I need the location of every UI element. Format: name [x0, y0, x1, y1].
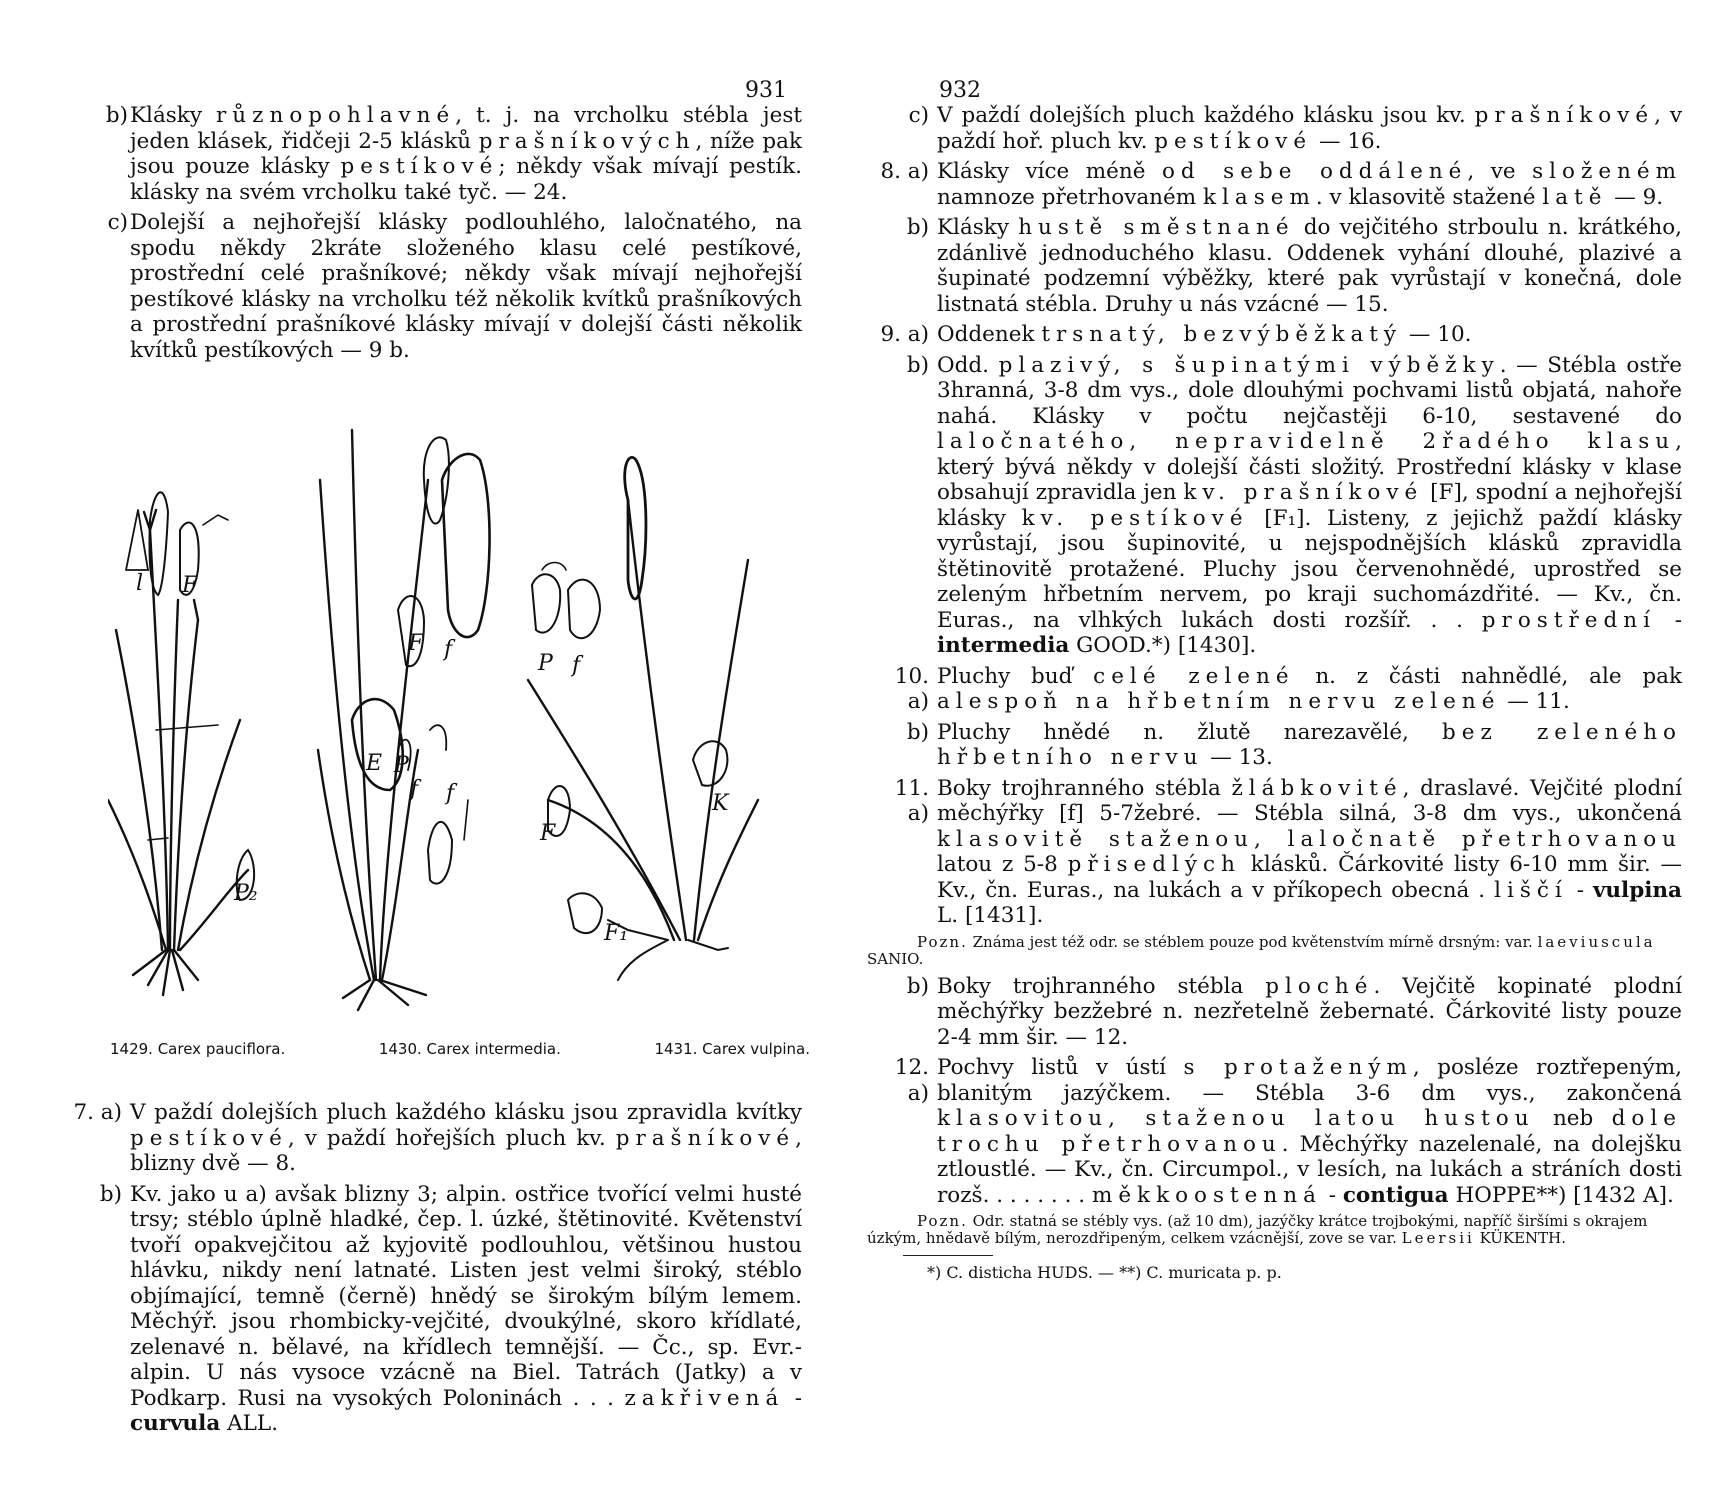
entry-label: 12. a)	[894, 1055, 929, 1106]
entry-label: b)	[99, 1181, 122, 1207]
text: Odd.	[937, 352, 999, 378]
spaced-text: prašníkové	[615, 1125, 796, 1151]
text: Boky trojhranného stébla	[937, 973, 1266, 999]
text: [F], spodní a nejhořejší klásky	[937, 480, 1683, 531]
spaced-text: prašníkových	[478, 128, 696, 154]
text: , níže pak jsou pouze klásky	[130, 128, 803, 179]
entry-label: 9. a)	[880, 322, 929, 347]
figure-letter: f	[446, 781, 455, 806]
text: , který bývá někdy v dolejší části složitý. Prostřední klásky v klase obsahují zpravidla jen	[937, 429, 1682, 505]
text: Pluchy buď	[937, 663, 1094, 689]
botanical-illustration	[108, 420, 798, 1060]
figure-captions	[110, 1040, 810, 1058]
spaced-text: žlábkovité	[1231, 775, 1403, 801]
text: -	[1567, 877, 1593, 903]
key-entry-7c	[867, 103, 1682, 154]
note-11	[867, 934, 1682, 968]
figure-letter: f	[444, 637, 453, 662]
text: . Vejčitě kopinaté plodní měchýřky bezžebré n. nezřetelně žebernaté. Čárkovité listy pouze 2-4 mm šir. — 12.	[937, 973, 1682, 1050]
text: Odr. statná se stébly vys. (až 10 dm), jazýčky krátce trojbokými, napříč širšími s okrajem úzkým, hnědavě bílým, nerozdřipeným, celkem vzácnější, zove se var.	[867, 1212, 1648, 1247]
text: V paždí dolejších pluch každého klásku jsou zpravidla kvítky	[130, 1100, 802, 1125]
spaced-text: prašníkové	[1474, 103, 1655, 128]
text: GOOD.*) [1430].	[1069, 633, 1257, 658]
figure-caption-1429: 1429. Carex pauciflora.	[110, 1040, 286, 1058]
figure-letter: f	[572, 653, 581, 678]
entry-label: b)	[906, 215, 929, 240]
text: Klásky více méně	[937, 159, 1162, 184]
text: Boky trojhranného stébla	[937, 775, 1232, 801]
key-entry-7b	[60, 1182, 802, 1437]
carex-pauciflora-drawing	[108, 510, 248, 995]
text: latou z 5-8	[937, 852, 1068, 877]
spaced-text: Leersii	[1401, 1229, 1475, 1247]
spaced-text: latě	[1542, 184, 1608, 210]
right-text	[867, 103, 1682, 1286]
spaced-text: přisedlých	[1067, 852, 1241, 877]
entry-label: c)	[908, 103, 929, 128]
text: — 10.	[1402, 322, 1472, 347]
spaced-text: složeném	[1532, 159, 1683, 184]
text: . v klasovitě stažené	[1315, 184, 1543, 210]
spaced-text: kv. prašníkové	[1183, 480, 1424, 505]
figure-letters	[136, 571, 730, 946]
figure-letter: F	[408, 631, 424, 656]
spaced-text: pestíkové	[340, 154, 499, 179]
entry-label: b)	[105, 103, 128, 128]
text: ALL.	[220, 1411, 279, 1436]
spaced-text: laločnatého, nepravidelně 2řadého klasu	[937, 429, 1676, 454]
figure-letter: F₁	[604, 921, 629, 946]
text: n. z části nahnědlé, ale pak	[1294, 663, 1682, 689]
key-entry-7a	[60, 1100, 802, 1177]
spaced-text: dole trochu přetrhovanou	[937, 1106, 1682, 1157]
spaced-text: alespoň na hřbetním nervu zelené	[937, 689, 1501, 714]
figure-letter: P	[538, 651, 553, 676]
entry-text: Dolejší a nejhořejší klásky podlouhlého, laločnatého, na spodu někdy 2kráte složeného klasu celé pestíkové, prostřední celé prašníkové; někdy však mívají nejhořejší pestíkové klásky na vrcholku též několik kvítků prašníkových a prostřední prašníkové klásky mívají v dolejší části několik kvítků pestíkových — 9 b.	[130, 210, 802, 363]
spaced-text: ploché	[1265, 973, 1374, 999]
text: namnoze přetrhovaném	[937, 184, 1203, 210]
spaced-text: hustě směstnané	[1018, 215, 1295, 240]
text: . — Stébla ostře 3hranná, 3-8 dm vys., dole dlouhými pochvami listů objatá, nahoře nahá. Klásky v počtu nejčastěji 6-10, sestavené do	[937, 352, 1682, 429]
text: ; někdy však mívají pestík. klásky na svém vrcholku také tyč. — 24.	[130, 154, 802, 205]
figure-letter: K	[712, 791, 729, 816]
spaced-text: liščí	[1494, 877, 1568, 903]
spaced-text: trsnatý, bezvýběžkatý	[1041, 322, 1403, 347]
entry-label: b)	[906, 352, 929, 378]
page-number-left: 931	[745, 78, 787, 103]
right-page	[867, 0, 1734, 1501]
footnote-rule	[903, 1255, 993, 1256]
text: Kv. jako u a) avšak blizny 3; alpin. ostřice tvořící velmi husté trsy; stéblo úplně hladké, čep. l. úzké, štětinovité. Květenství tvoří opakvejčitou až kyjovitě podlouhlou, většinou hustou hlávku, nikdy není latnaté. Listen jest velmi široký, stéblo objímající, temně (černě) hnědý se širokým bílým lemem. Měchýř. jsou rhombicky-vejčité, dvoukýlné, skoro křídlaté, zelenavé n. bělavé, na křídlech temnější. — Čc., sp. Evr.-alpin. U nás vysoce vzácně na Biel. Tatrách (Jatky) a v Podkarp. Rusi na vysokých Poloninách . . .	[130, 1181, 802, 1411]
key-entry-12a	[867, 1055, 1682, 1208]
text: do vejčitého strboulu n. krátkého, zdánlivě jednoduchého klasu. Oddenek vyhání dlouhé, plazivé a šupinaté podzemní výběžky, které pak vyrůstají v konečná, dole listnatá stébla. Druhy u nás vzácné — 15.	[937, 215, 1682, 317]
key-entry-6b	[84, 103, 802, 205]
text: , posléze roztřepeným, blanitým jazýčkem. — Stébla 3-6 dm vys., zakončená	[937, 1055, 1682, 1106]
spaced-text: klasovitě staženou, laločnatě přetrhovanou	[937, 826, 1682, 852]
spaced-text: klasem	[1202, 184, 1316, 210]
spaced-text: měkkoostenná	[1091, 1182, 1322, 1208]
text: L. [1431].	[937, 903, 1044, 928]
figure-caption-1431: 1431. Carex vulpina.	[654, 1040, 810, 1058]
text: , v paždí hoř. pluch kv.	[937, 103, 1682, 154]
text: Pochvy listů v ústí	[937, 1055, 1184, 1080]
text: [F₁]. Listeny, z jejichž paždí klásky vyrůstají, jsou šupinovité, u nejspodnějších klásků zpravidla štětinovitě protažené. Pluchy jsou červenohnědé, uprostřed se zeleným hřbetním nervem, po kraji suchomázdřité. — Kv., čn. Euras., na vlhkých lukách dosti rozšíř. . .	[937, 505, 1683, 633]
spaced-text: různopohlavné	[216, 103, 456, 128]
figure-letter: P₂	[234, 881, 258, 906]
entry-label: b)	[906, 973, 929, 999]
entry-label: b)	[906, 719, 929, 745]
species-epithet: curvula	[130, 1411, 221, 1436]
spaced-text: klasovitou, staženou latou hustou	[937, 1106, 1535, 1131]
figure-letter: F	[182, 573, 198, 598]
figure-letter: P	[394, 753, 409, 778]
spaced-text: od sebe oddálené	[1161, 159, 1468, 184]
species-epithet: intermedia	[937, 633, 1070, 658]
text: Známa jest též odr. se stéblem pouze pod květenstvím mírně drsným: var.	[967, 932, 1538, 951]
text: , t. j. na vrcholku stébla jest jeden klásek, řidčeji 2-5 klásků	[130, 103, 802, 154]
carex-vulpina-drawing	[528, 457, 758, 980]
note-prefix: Pozn.	[917, 932, 968, 951]
figure-caption-1430: 1430. Carex intermedia.	[378, 1040, 561, 1058]
key-entry-8b	[867, 215, 1682, 317]
spaced-text: kv. pestíkové	[1021, 505, 1249, 531]
left-top-text	[84, 103, 802, 368]
text: — 9.	[1607, 184, 1664, 210]
text: -	[1655, 607, 1682, 633]
text: Pluchy hnědé n. žlutě narezavělé,	[937, 719, 1443, 745]
key-entry-11a	[867, 776, 1682, 929]
note-prefix: Pozn.	[917, 1212, 968, 1230]
spaced-text: laeviuscula	[1537, 932, 1656, 951]
text: neb	[1534, 1106, 1612, 1131]
text: KÜKENTH.	[1474, 1229, 1567, 1247]
key-entry-11b	[867, 974, 1682, 1051]
text: , v paždí hořejších pluch kv.	[287, 1125, 616, 1151]
text: . Měchýřky nazelenalé, na dolejšku ztloustlé. — Kv., čn. Circumpol., v lesích, na lukách a stráních dosti rozš. . . . . . . .	[937, 1131, 1682, 1208]
spaced-text: bez zeleného hřbetního nervu	[937, 719, 1682, 770]
text: , blizny dvě — 8.	[130, 1125, 802, 1176]
text: -	[1321, 1182, 1343, 1208]
text: — 13.	[1203, 745, 1273, 770]
species-epithet: contigua	[1342, 1182, 1449, 1208]
carex-intermedia-drawing	[318, 430, 490, 1010]
text: — 16.	[1312, 128, 1382, 154]
figure-letter: f	[410, 777, 419, 802]
figure-letter: E	[366, 751, 383, 776]
text: Klásky	[130, 103, 217, 128]
species-epithet: vulpina	[1592, 877, 1682, 903]
page-number-right: 932	[939, 78, 981, 103]
spaced-text: zakřivená	[624, 1385, 785, 1411]
spaced-text: celé zelené	[1093, 663, 1295, 689]
text: , draslavé. Vejčité plodní měchýřky [f] 5-7žebré. — Stébla silná, 3-8 dm vys., ukončená	[937, 775, 1682, 826]
figure-letter: F	[540, 821, 556, 846]
text: Oddenek	[937, 322, 1042, 347]
entry-label: 10. a)	[894, 663, 929, 714]
entry-label: c)	[107, 210, 128, 235]
text: -	[784, 1385, 802, 1411]
entry-label: 11. a)	[894, 775, 929, 826]
key-entry-8a	[867, 159, 1682, 210]
spaced-text: pestíkové	[1154, 128, 1313, 154]
text: HOPPE**) [1432 A].	[1448, 1182, 1674, 1208]
spaced-text: pestíkové	[130, 1125, 288, 1151]
note-12	[867, 1213, 1682, 1247]
key-entry-9b	[867, 353, 1682, 659]
entry-label: 8. a)	[880, 159, 929, 184]
figure-letter: l	[136, 571, 144, 596]
text: V paždí dolejších pluch každého klásku jsou kv.	[937, 103, 1475, 128]
key-entry-9a	[867, 322, 1682, 348]
entry-label: 7. a)	[73, 1100, 122, 1125]
key-entry-10a	[867, 664, 1682, 715]
spaced-text: plazivý, s šupinatými výběžky	[998, 352, 1500, 378]
left-bottom-text	[60, 1100, 802, 1442]
text: , ve	[1467, 159, 1533, 184]
text: — 11.	[1500, 689, 1570, 714]
key-entry-10b	[867, 720, 1682, 771]
key-entry-6c	[84, 210, 802, 363]
spaced-text: prostřední	[1481, 607, 1656, 633]
footnote: *) C. disticha HUDS. — **) C. muricata p. p.	[927, 1263, 1282, 1282]
text: SANIO.	[867, 949, 924, 968]
text: klásků. Čárkovité listy 6-10 mm šir. — Kv., čn. Euras., na lukách a v příkopech obecná .	[937, 852, 1682, 903]
spaced-text: s protaženým	[1183, 1055, 1413, 1080]
text: Klásky	[937, 215, 1019, 240]
